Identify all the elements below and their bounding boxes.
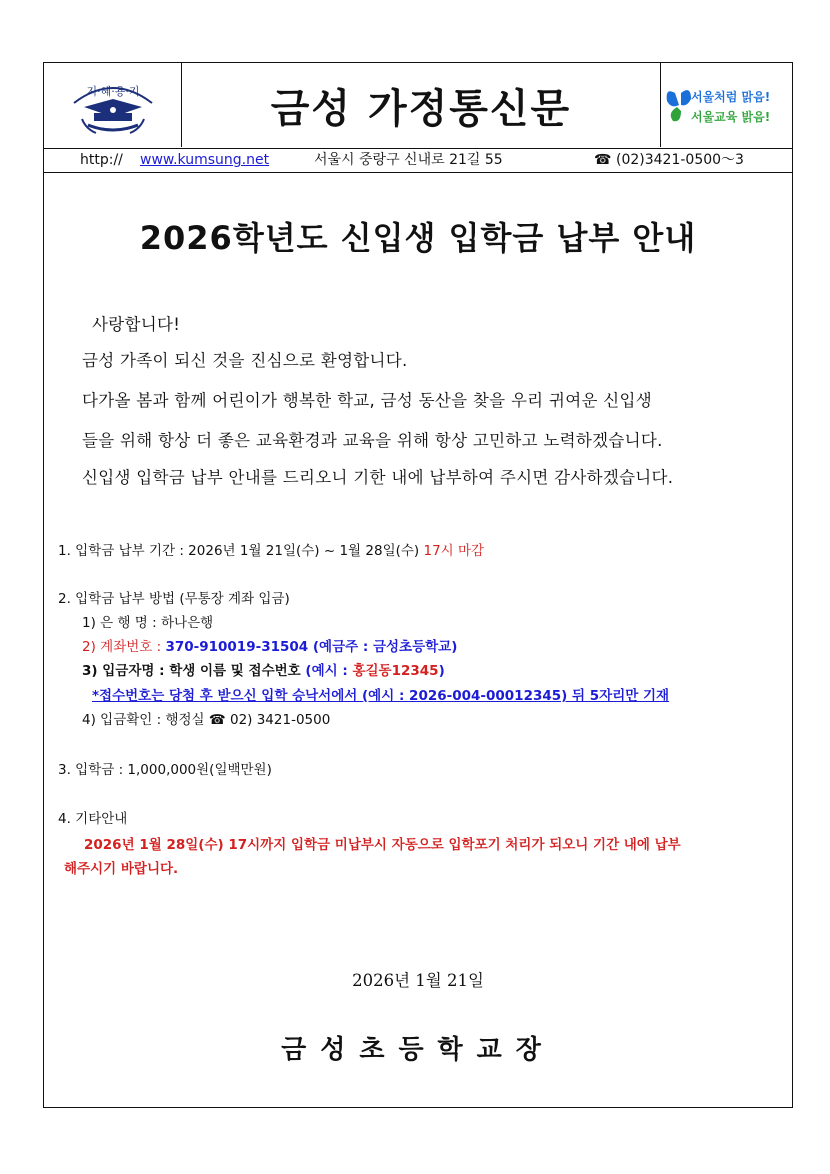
- bank-name: 1) 은 행 명 : 하나은행: [82, 615, 214, 631]
- greeting-line-3: 다가올 봄과 함께 어린이가 행복한 학교, 금성 동산을 찾을 우리 귀여운 신입생: [82, 391, 652, 410]
- slogan-line2: 서울교육 밝음!: [691, 110, 771, 124]
- header-row: [44, 63, 792, 149]
- admission-fee: 3. 입학금 : 1,000,000원(일백만원): [58, 762, 272, 778]
- issue-date: 2026년 1월 21일: [352, 971, 484, 990]
- school-phone: (02)3421-0500～3: [616, 152, 744, 168]
- greeting-line-4: 들을 위해 항상 더 좋은 교육환경과 교육을 위해 항상 고민하고 노력하겠습니다.: [82, 431, 663, 450]
- education-slogan: [660, 63, 792, 147]
- other-info-line-2: 해주시기 바랍니다.: [64, 861, 179, 877]
- school-emblem-icon: [44, 63, 182, 147]
- butterfly-icon: [667, 90, 691, 121]
- school-address: 서울시 중랑구 신내로 21길 55: [314, 152, 503, 168]
- account-number: 2) 계좌번호 : 370-910019-31504 (예금주 : 금성초등학교): [82, 639, 458, 655]
- phone-icon: ☎: [594, 152, 612, 168]
- greeting-line-2: 금성 가족이 되신 것을 진심으로 환영합니다.: [82, 351, 408, 370]
- receipt-number-note: *접수번호는 당첨 후 받으신 입학 승낙서에서 (예시 : 2026-004-00012345) 뒤 5자리만 기재: [92, 688, 670, 704]
- homepage-link[interactable]: www.kumsung.net: [140, 152, 270, 168]
- payment-period: 1. 입학금 납부 기간 : 2026년 1월 21일(수) ~ 1월 28일(수) 17시 마감: [58, 543, 485, 559]
- principal-signature: 금성초등학교장: [281, 1035, 555, 1065]
- document-title: 2026학년도 신입생 입학금 납부 안내: [139, 219, 697, 257]
- payment-deadline: 17시 마감: [423, 543, 485, 559]
- other-info-heading: 4. 기타안내: [58, 811, 128, 827]
- svg-text:지·혜·용·기: 지·혜·용·기: [86, 85, 140, 98]
- url-prefix: http://: [80, 152, 123, 168]
- payment-method-heading: 2. 입학금 납부 방법 (무통장 계좌 입금): [58, 591, 290, 607]
- depositor-name: 3) 입금자명 : 학생 이름 및 접수번호 (예시 : 홍길동12345): [82, 663, 445, 679]
- newsletter-frame: [43, 62, 793, 1108]
- school-logo: [44, 63, 182, 147]
- payment-confirmation: 4) 입금확인 : 행정실 ☎ 02) 3421-0500: [82, 712, 331, 728]
- slogan-line1: 서울처럼 맑음!: [691, 90, 771, 104]
- other-info-line-1: 2026년 1월 28일(수) 17시까지 입학금 미납부시 자동으로 입학포기 처리가 되오니 기간 내에 납부: [84, 837, 681, 853]
- contact-info-row: [44, 149, 792, 173]
- phone-icon: ☎: [208, 712, 226, 728]
- newsletter-title: 금성 가정통신문: [270, 84, 572, 132]
- greeting-line-5: 신입생 입학금 납부 안내를 드리오니 기한 내에 납부하여 주시면 감사하겠습니다.: [82, 468, 674, 487]
- greeting-line-1: 사랑합니다!: [92, 315, 181, 334]
